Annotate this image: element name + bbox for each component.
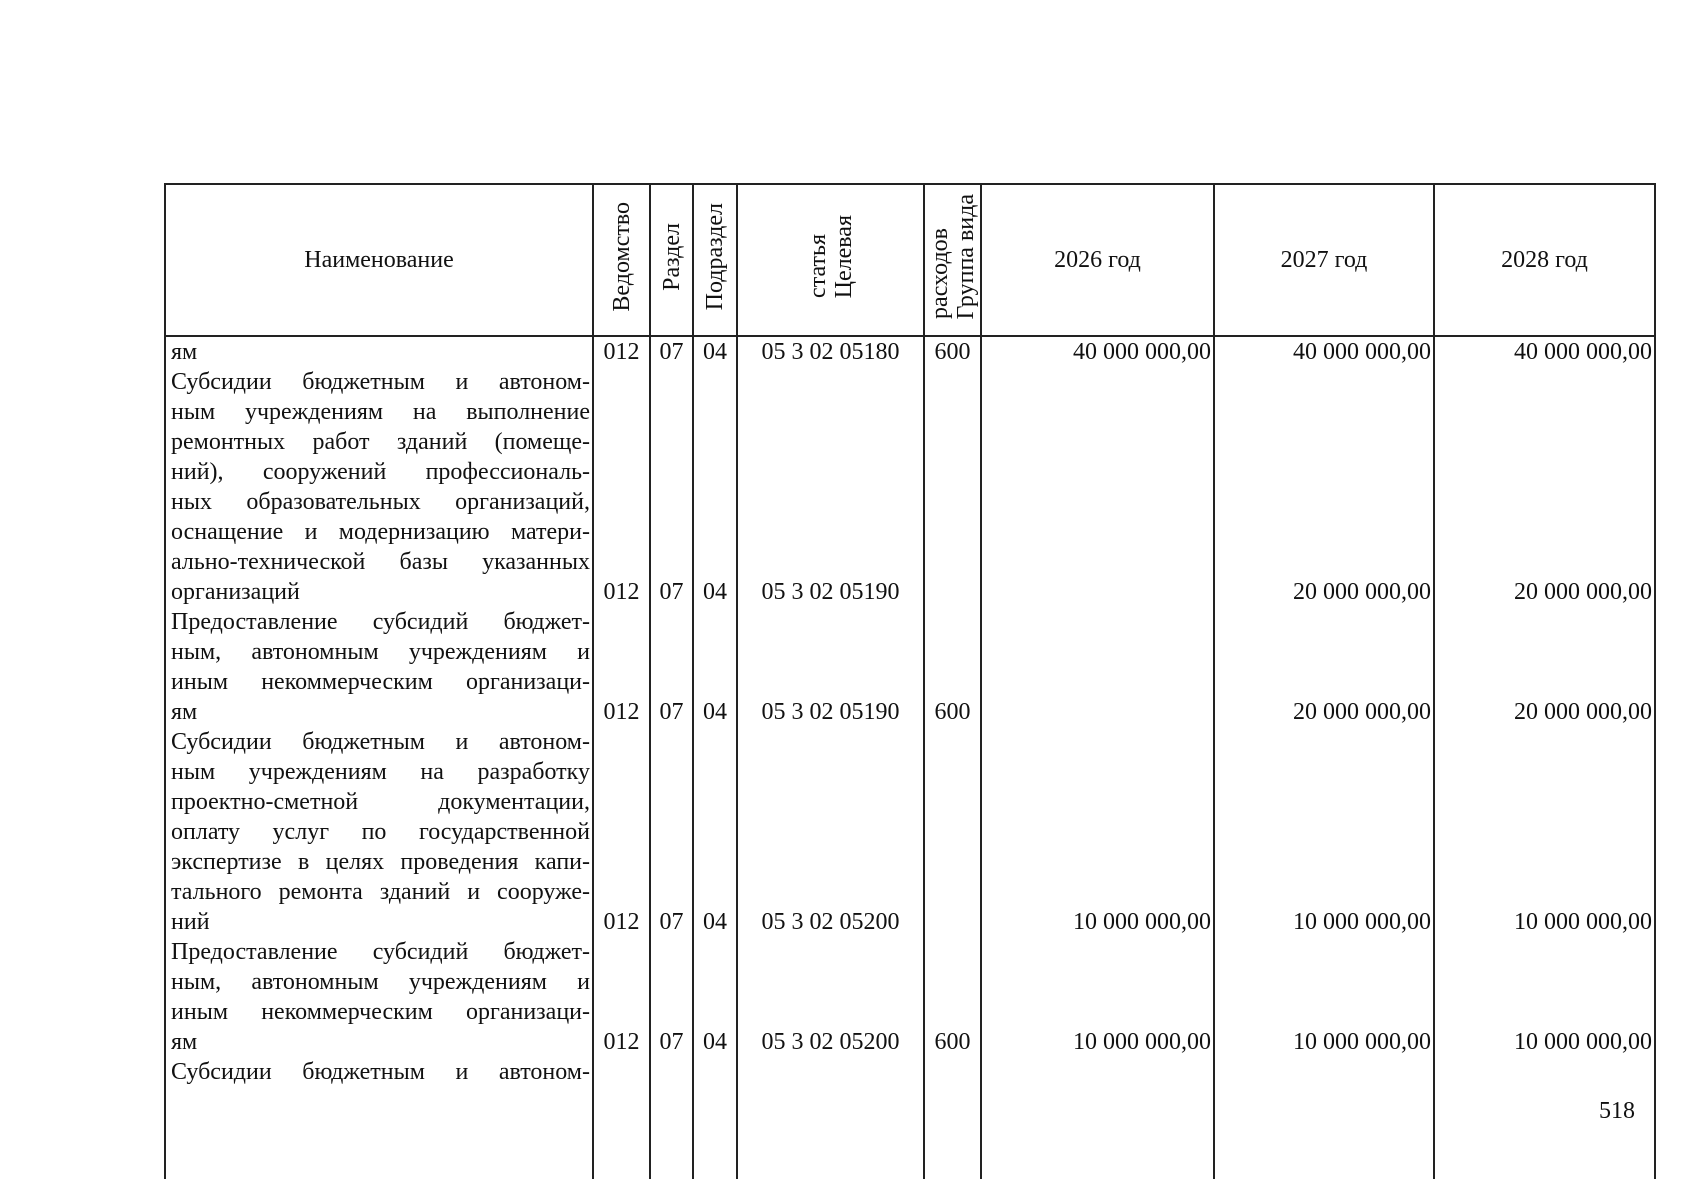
table-header-row (165, 184, 1655, 336)
name-line: ных образовательных организаций, (171, 489, 590, 515)
gruppa-values (925, 337, 980, 1179)
razdel-column (650, 336, 693, 1179)
header-razdel (650, 184, 693, 336)
header-name: Наименование (165, 184, 593, 336)
podrazdel-value: 04 (703, 909, 727, 935)
celevaya-column (737, 336, 924, 1179)
podrazdel-value: 04 (703, 699, 727, 725)
header-celevaya-line2: статья (804, 234, 831, 299)
y2026-value: 10 000 000,00 (1073, 1029, 1211, 1055)
header-podrazdel-label: Подраздел (702, 202, 728, 311)
y2026-value (982, 577, 1213, 607)
name-line: Субсидии бюджетным и автоном- (171, 369, 590, 395)
header-vedomstvo (593, 184, 650, 336)
y2027-value: 10 000 000,00 (1293, 1029, 1431, 1055)
name-line: организаций (171, 579, 300, 605)
y2027-value: 20 000 000,00 (1293, 699, 1431, 725)
gruppa-value: 600 (934, 1029, 971, 1055)
y2027-column (1214, 336, 1434, 1179)
header-celevaya (737, 184, 924, 336)
gruppa-column (924, 336, 981, 1179)
y2028-value: 10 000 000,00 (1514, 909, 1652, 935)
header-2027: 2027 год (1214, 184, 1434, 336)
razdel-values (651, 337, 692, 1179)
name-line: ям (171, 339, 198, 365)
name-line: Предоставление субсидий бюджет- (171, 609, 590, 635)
y2028-value: 40 000 000,00 (1514, 339, 1652, 365)
page-number: 518 (1599, 1098, 1635, 1124)
y2027-values (1215, 337, 1433, 1179)
budget-table (164, 183, 1656, 1179)
name-line: тального ремонта зданий и сооруже- (171, 879, 590, 905)
header-gruppa-line1: Группа вида (952, 193, 979, 320)
y2028-value: 20 000 000,00 (1514, 699, 1652, 725)
header-razdel-label: Раздел (658, 222, 685, 291)
name-line: иным некоммерческим организаци- (171, 999, 590, 1025)
y2026-value: 40 000 000,00 (1073, 339, 1211, 365)
header-podrazdel (693, 184, 737, 336)
podrazdel-value: 04 (703, 339, 727, 365)
table-body-row (165, 336, 1655, 1179)
y2026-values (982, 337, 1213, 1179)
celevaya-value: 05 3 02 05190 (761, 579, 900, 605)
header-celevaya-line1: Целевая (830, 214, 857, 299)
podrazdel-value: 04 (703, 579, 727, 605)
vedomstvo-value: 012 (603, 579, 640, 605)
header-gruppa-line2: расходов (926, 228, 953, 320)
y2027-value: 10 000 000,00 (1293, 909, 1431, 935)
razdel-value: 07 (659, 699, 684, 725)
y2026-value (982, 697, 1213, 727)
name-line: оплату услуг по государственной (171, 819, 590, 845)
celevaya-values (738, 337, 923, 1179)
name-line: Предоставление субсидий бюджет- (171, 939, 590, 965)
podrazdel-value: 04 (703, 1029, 727, 1055)
name-line: ным учреждениям на выполнение (171, 399, 590, 425)
razdel-value: 07 (659, 1029, 684, 1055)
vedomstvo-column (593, 336, 650, 1179)
name-line: ным, автономным учреждениям и (171, 969, 590, 995)
gruppa-value (925, 907, 980, 937)
vedomstvo-value: 012 (603, 699, 640, 725)
vedomstvo-value: 012 (603, 339, 640, 365)
y2027-value: 40 000 000,00 (1293, 339, 1431, 365)
name-line: ремонтных работ зданий (помеще- (171, 429, 590, 455)
name-line: Субсидии бюджетным и автоном- (171, 729, 590, 755)
y2028-value: 20 000 000,00 (1514, 579, 1652, 605)
razdel-value: 07 (659, 909, 684, 935)
gruppa-value: 600 (934, 699, 971, 725)
name-line: экспертизе в целях проведения капи- (171, 849, 590, 875)
name-line: ний (171, 909, 210, 935)
name-line: ным, автономным учреждениям и (171, 639, 590, 665)
vedomstvo-value: 012 (603, 909, 640, 935)
name-line: оснащение и модернизацию матери- (171, 519, 590, 545)
name-line: проектно-сметной документации, (171, 789, 590, 815)
y2026-value: 10 000 000,00 (1073, 909, 1211, 935)
vedomstvo-values (594, 337, 649, 1179)
y2028-values (1435, 337, 1654, 1179)
gruppa-value: 600 (934, 339, 971, 365)
y2026-column (981, 336, 1214, 1179)
razdel-value: 07 (659, 339, 684, 365)
name-line: иным некоммерческим организаци- (171, 669, 590, 695)
podrazdel-values (694, 337, 736, 1179)
y2028-column (1434, 336, 1655, 1179)
celevaya-value: 05 3 02 05200 (761, 909, 900, 935)
name-line: Субсидии бюджетным и автоном- (171, 1059, 590, 1085)
celevaya-value: 05 3 02 05190 (761, 699, 900, 725)
name-line: ным учреждениям на разработку (171, 759, 590, 785)
celevaya-value: 05 3 02 05200 (761, 1029, 900, 1055)
header-2028: 2028 год (1434, 184, 1655, 336)
name-column (165, 336, 593, 1179)
name-lines (166, 337, 592, 1179)
celevaya-value: 05 3 02 05180 (761, 339, 900, 365)
vedomstvo-value: 012 (603, 1029, 640, 1055)
y2027-value: 20 000 000,00 (1293, 579, 1431, 605)
name-line: ям (171, 699, 198, 725)
header-gruppa (924, 184, 981, 336)
razdel-value: 07 (659, 579, 684, 605)
header-vedomstvo-label: Ведомство (608, 201, 635, 312)
name-line: ально-технической базы указанных (171, 549, 590, 575)
header-2026: 2026 год (981, 184, 1214, 336)
gruppa-value (925, 577, 980, 607)
y2028-value: 10 000 000,00 (1514, 1029, 1652, 1055)
name-line: ям (171, 1029, 198, 1055)
podrazdel-column (693, 336, 737, 1179)
name-line: ний), сооружений профессиональ- (171, 459, 590, 485)
